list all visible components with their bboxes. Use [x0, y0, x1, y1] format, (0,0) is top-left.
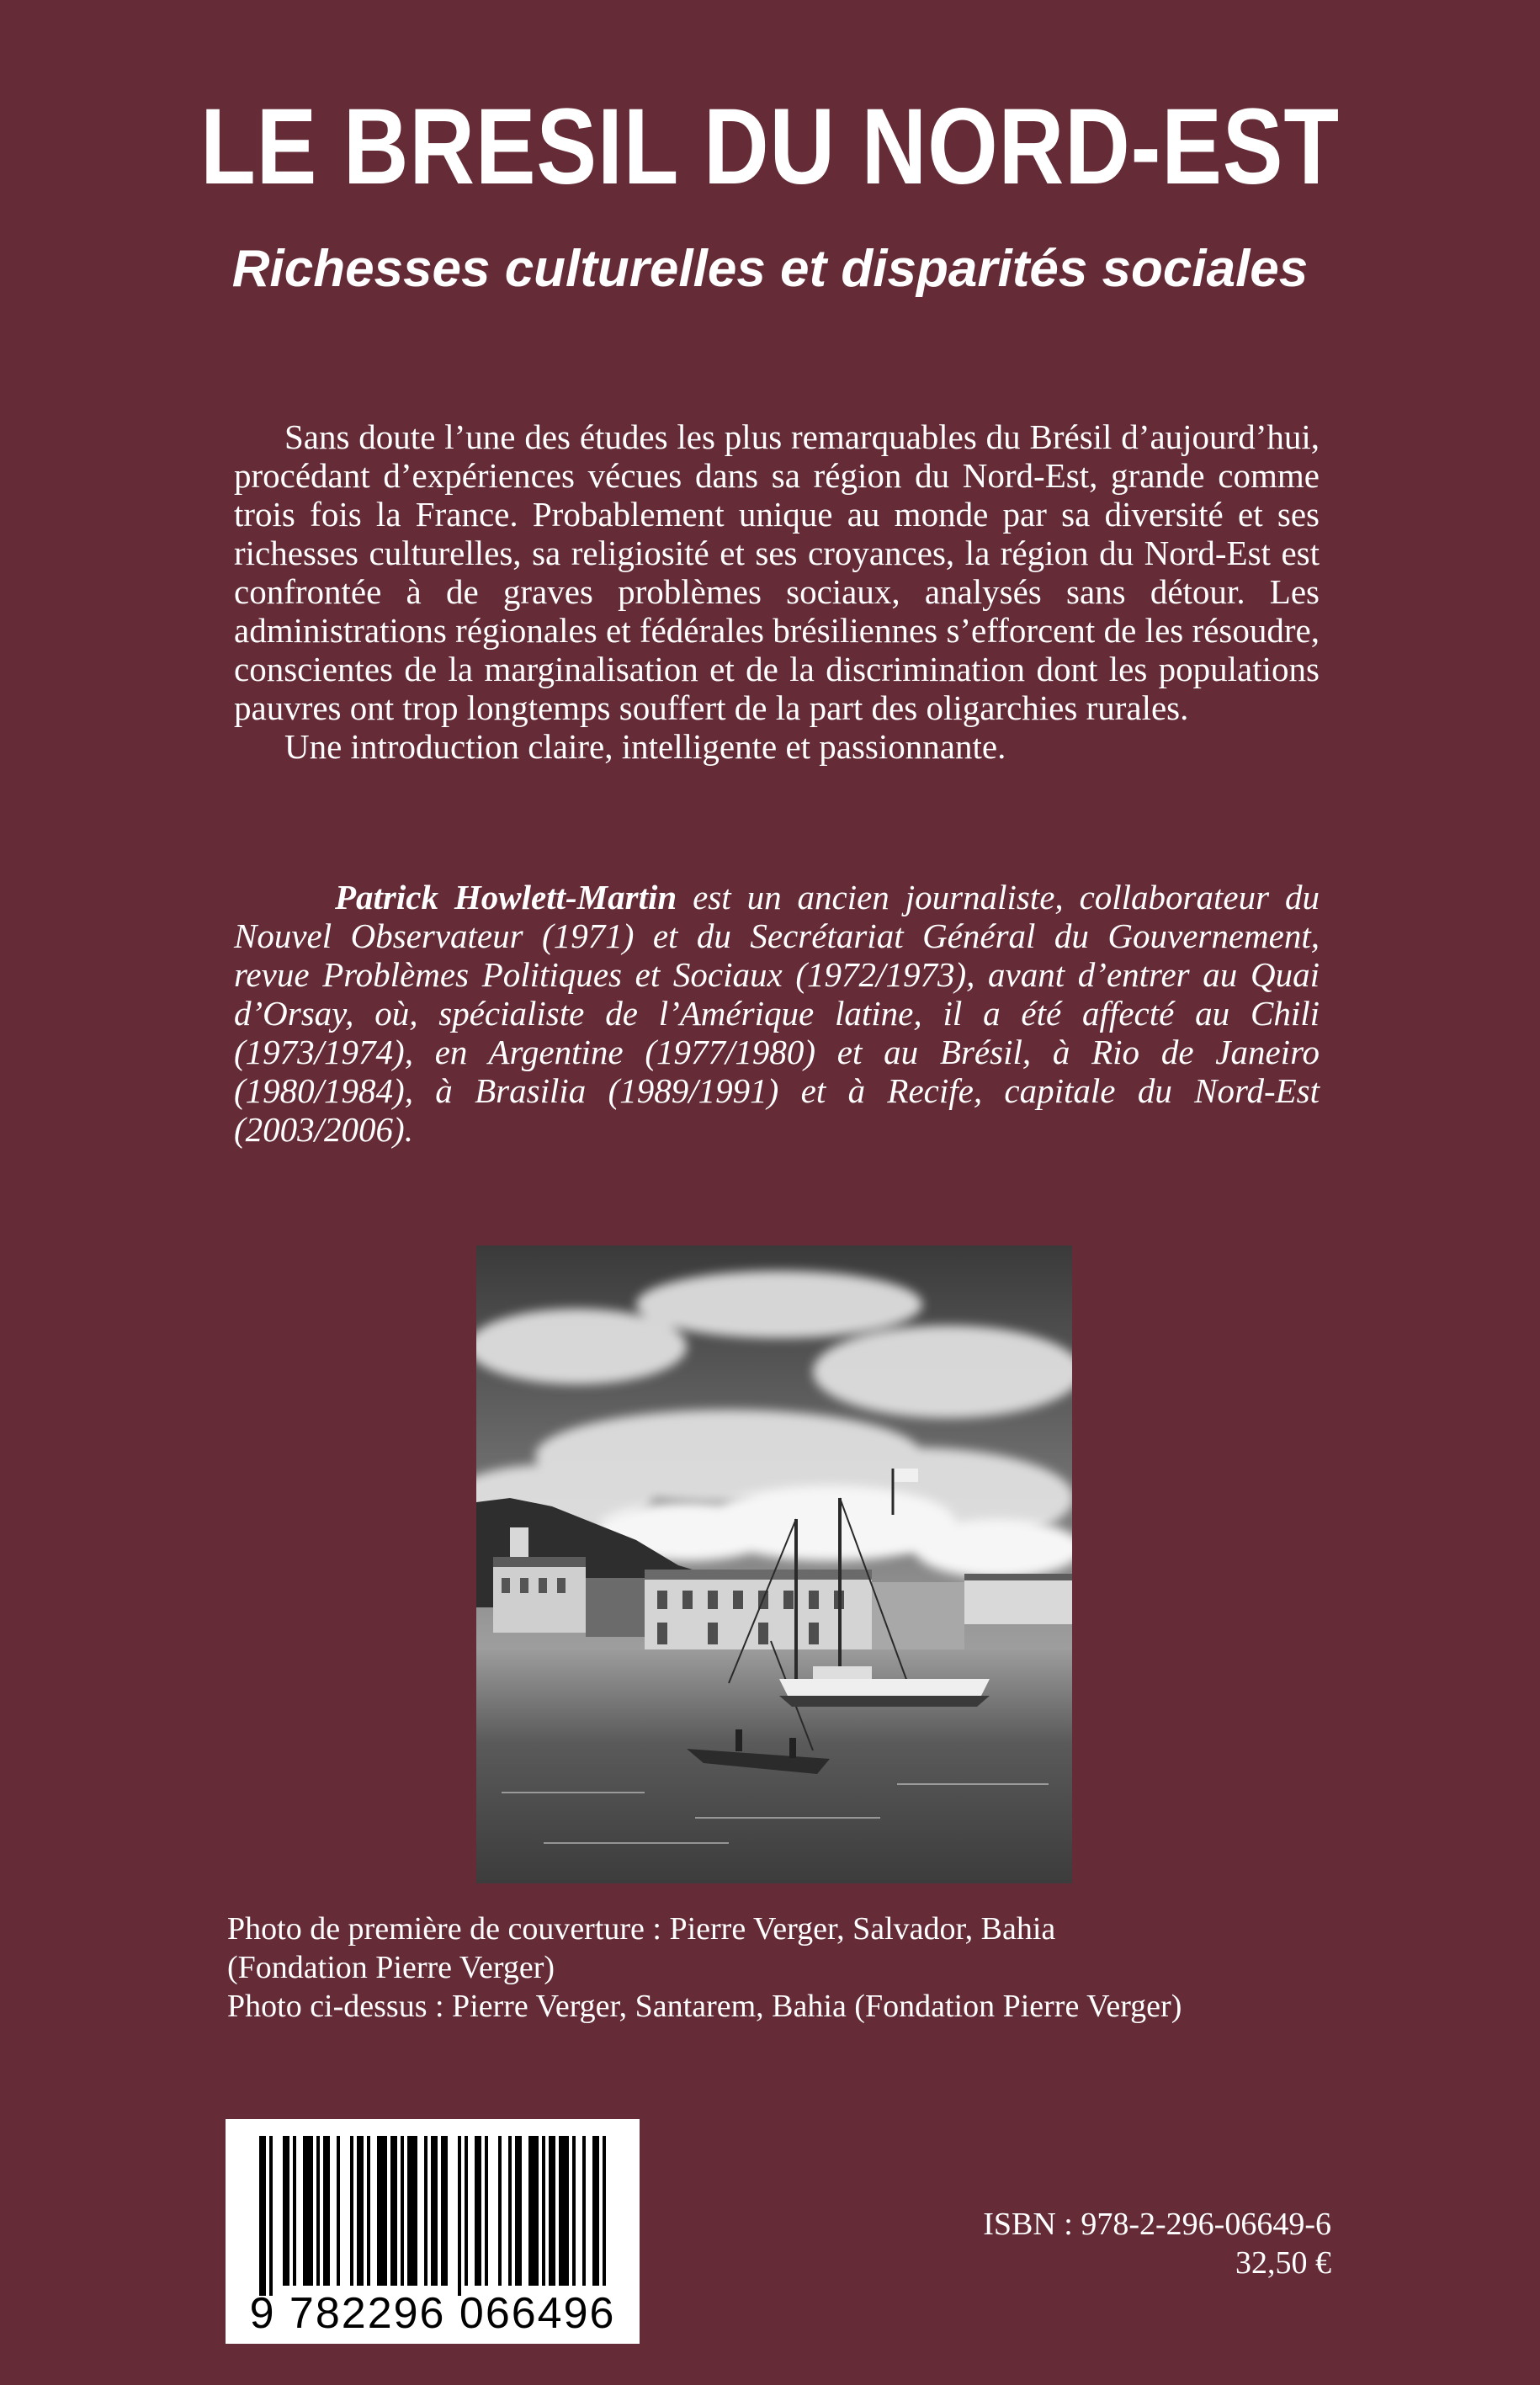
barcode-bar	[377, 2136, 387, 2286]
barcode-bar	[269, 2136, 273, 2296]
barcode-bar	[293, 2136, 296, 2286]
barcode-bar	[508, 2136, 512, 2286]
barcode-bar	[367, 2136, 370, 2286]
barcode-bar	[401, 2136, 404, 2286]
credit-line-2: (Fondation Pierre Verger)	[227, 1950, 555, 1985]
barcode-bar	[582, 2136, 586, 2286]
barcode-bar	[559, 2136, 569, 2286]
barcode-bar	[458, 2136, 461, 2296]
barcode-bar	[528, 2136, 539, 2286]
barcode-bar	[572, 2136, 576, 2286]
blurb-paragraph-1: Sans doute l’une des études les plus remarquables du Brésil d’aujourd’hui, procédant d’expériences vécues dans sa région du Nord-Est, grande comme trois fois la France. Probablement unique au monde par sa diversité et ses richesses culturelles, sa religiosité et ses croyances, la région du Nord-Est est confrontée à de graves problèmes sociaux, analysés sans détour. Les administrations régionales et fédérales brésiliennes s’efforcent de les résoudre, conscientes de la marginalisation et de la discrimination dont les populations pauvres ont trop longtemps souffert de la part des oligarchies rurales.	[234, 417, 1320, 727]
barcode-number: 9 782296 066496	[249, 2289, 616, 2338]
barcode-bar	[603, 2136, 606, 2286]
barcode-bar	[441, 2136, 448, 2286]
barcode-bar	[407, 2136, 417, 2286]
barcode-bar	[316, 2136, 320, 2286]
barcode-bar	[592, 2136, 599, 2286]
book-subtitle: Richesses culturelles et disparités sociales	[231, 240, 1309, 298]
barcode-bar	[283, 2136, 289, 2286]
barcode-bar	[542, 2136, 545, 2286]
photo-credits	[227, 1910, 1405, 2026]
book-price: 32,50 €	[1235, 2245, 1331, 2281]
book-title: LE BRESIL DU NORD-EST	[200, 87, 1340, 207]
barcode-bar	[549, 2136, 555, 2286]
credit-line-1: Photo de première de couverture : Pierre Verger, Salvador, Bahia	[227, 1911, 1056, 1947]
blurb-paragraph-2: Une introduction claire, intelligente et passionnante.	[284, 727, 1006, 766]
barcode-bar	[515, 2136, 522, 2286]
barcode-bar	[431, 2136, 438, 2286]
barcode-bar	[303, 2136, 313, 2286]
harbor-photograph	[476, 1246, 1072, 1883]
barcode-bar	[337, 2136, 340, 2286]
isbn-number: ISBN : 978-2-296-06649-6	[983, 2207, 1331, 2242]
barcode-bar	[350, 2136, 353, 2286]
barcode-bar	[357, 2136, 364, 2286]
barcode-bar	[323, 2136, 330, 2286]
barcode-bar	[259, 2136, 266, 2296]
credit-line-3: Photo ci-dessus : Pierre Verger, Santarem, Bahia (Fondation Pierre Verger)	[227, 1989, 1182, 2024]
isbn-barcode	[226, 2119, 640, 2344]
author-biography	[234, 878, 1320, 1149]
barcode-bar	[390, 2136, 397, 2286]
barcode-bar	[465, 2136, 468, 2286]
back-cover-blurb	[234, 417, 1320, 766]
barcode-bar	[475, 2136, 481, 2286]
barcode-bar	[485, 2136, 488, 2286]
barcode-bar	[498, 2136, 502, 2286]
author-name: Patrick Howlett-Martin	[335, 878, 677, 916]
author-bio-text: est un ancien journaliste, collaborateur du Nouvel Observateur (1971) et du Secrétariat Général du Gouvernement, revue Problèmes Politiques et Sociaux (1972/1973), avant d’entrer au Quai d’Orsay, où, spécialiste de l’Amérique latine, il a été affecté au Chili (1973/1974), en Argentine (1977/1980) et au Brésil, à Rio de Janeiro (1980/1984), à Brasilia (1989/1991) et à Recife, capitale du Nord-Est (2003/2006).	[234, 878, 1320, 1149]
barcode-bar	[424, 2136, 427, 2286]
